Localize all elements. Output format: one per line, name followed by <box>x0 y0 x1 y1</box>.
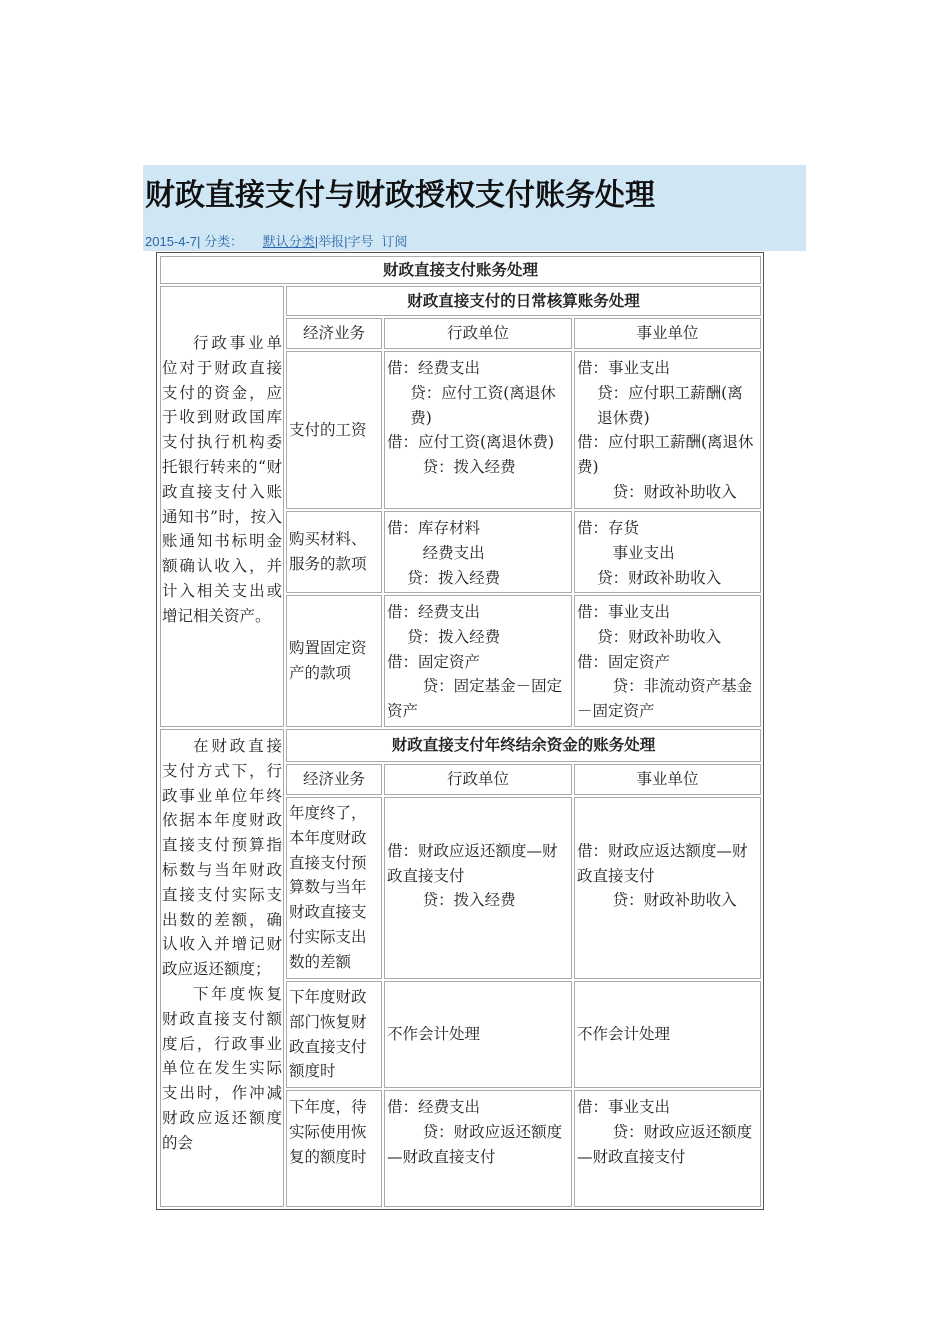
article-title: 财政直接支付与财政授权支付账务处理 <box>145 178 655 213</box>
report-link[interactable]: 举报 <box>318 234 345 249</box>
business-label: 年度终了，本年度财政直接支付预算数与当年财政直接支付实际支出数的差额 <box>289 804 367 971</box>
entry-line: 借：存货 <box>577 519 640 537</box>
section1-col-public: 事业单位 <box>574 318 761 349</box>
section1-note-text: 行政事业单位对于财政直接支付的资金，应于收到财政国库支付执行机构委托银行转来的“财政直接支付入账通知书”时，按入账通知书标明金额确认收入，并计入相关支出或增记相关资产。 <box>162 334 282 625</box>
row-public-restore <box>574 981 761 1088</box>
meta-separator: | <box>314 234 319 249</box>
section2-col-admin: 行政单位 <box>384 764 572 795</box>
entry-line: 贷：拨入经费 <box>422 891 516 910</box>
entry-line: 贷：财政应返还额度—财政直接支付 <box>577 1122 753 1166</box>
entry-line: 贷：财政应返还额度—财政直接支付 <box>387 1122 563 1166</box>
row-business-materials <box>286 511 382 593</box>
row-public-year-end <box>574 797 761 979</box>
row-admin-materials <box>384 511 572 593</box>
entry-line: 贷：拨入经费 <box>407 568 501 587</box>
section1-title: 财政直接支付的日常核算账务处理 <box>286 286 761 316</box>
row-admin-restore <box>384 981 572 1088</box>
row-business-year-end <box>286 797 382 979</box>
row-public-fixed-assets <box>574 595 761 727</box>
article-date: 2015-4-7 <box>145 234 198 249</box>
business-label: 下年度财政部门恢复财政直接支付额度时 <box>289 988 367 1081</box>
entry-line: 贷：财政补助收入 <box>597 568 722 587</box>
entry-line: 借：经费支出 <box>387 359 481 377</box>
entry-line: 借：经费支出 <box>387 603 481 621</box>
table-main-title: 财政直接支付账务处理 <box>160 256 761 284</box>
entry-line: 借：经费支出 <box>387 1098 481 1116</box>
entry-line: 借：财政应返还额度—财政直接支付 <box>387 841 558 885</box>
section2-note-p2: 下年度恢复财政直接支付额度后，行政事业单位在发生实际支出时，作冲减财政应返还额度的会 <box>162 984 282 1152</box>
entry-line: 借：事业支出 <box>577 603 671 621</box>
row-public-materials <box>574 511 761 593</box>
row-business-fixed-assets <box>286 595 382 727</box>
subscribe-link[interactable]: 订阅 <box>381 234 408 249</box>
section1-col-business: 经济业务 <box>286 318 382 349</box>
entry-line: 贷：应付职工薪酬(离退休费) <box>597 383 743 427</box>
entry-line: 贷：应付工资(离退休费) <box>410 383 556 427</box>
row-business-wages <box>286 351 382 509</box>
meta-separator: | <box>197 234 201 249</box>
entry-line: 贷：固定基金－固定资产 <box>387 677 563 721</box>
font-size-link[interactable]: 字号 <box>347 234 374 249</box>
entry-line: 借：事业支出 <box>577 1098 671 1116</box>
row-admin-year-end <box>384 797 572 979</box>
entry-line: 贷：财政补助收入 <box>597 627 722 646</box>
business-label: 购置固定资产的款项 <box>289 639 367 682</box>
entry-line: 借：应付工资(离退休费) <box>387 433 555 452</box>
section2-col-public: 事业单位 <box>574 764 761 795</box>
entry-line: 贷：拨入经费 <box>422 458 516 477</box>
entry-line: 借：财政应返达额度—财政直接支付 <box>577 841 748 885</box>
entry-line: 不作会计处理 <box>387 1025 481 1044</box>
section2-left-note <box>160 729 284 1207</box>
row-admin-actual-use <box>384 1090 572 1207</box>
article-meta <box>145 231 408 250</box>
section1-left-note <box>160 286 284 727</box>
entry-line: 经费支出 <box>422 543 485 562</box>
row-admin-fixed-assets <box>384 595 572 727</box>
entry-line: 借：事业支出 <box>577 359 671 377</box>
category-label: 分类： <box>204 234 244 249</box>
section2-title: 财政直接支付年终结余资金的账务处理 <box>286 729 761 762</box>
business-label: 购买材料、服务的款项 <box>289 530 367 573</box>
section2-col-business: 经济业务 <box>286 764 382 795</box>
entry-line: 贷：财政补助收入 <box>612 891 737 910</box>
entry-line: 贷：非流动资产基金－固定资产 <box>577 677 753 721</box>
entry-block <box>577 839 758 913</box>
accounting-table <box>156 252 764 1210</box>
meta-separator: | <box>344 234 348 249</box>
entry-line: 借：固定资产 <box>577 652 671 671</box>
row-business-restore <box>286 981 382 1088</box>
business-label: 支付的工资 <box>289 420 367 439</box>
section2-note-p1: 在财政直接支付方式下，行政事业单位年终依据本年度财政直接支付预算指标数与当年财政直接支付实际支出数的差额，确认收入并增记财政应返还额度； <box>162 737 282 979</box>
section1-col-admin: 行政单位 <box>384 318 572 349</box>
entry-block <box>387 839 569 913</box>
entry-line: 借：应付职工薪酬(离退休费) <box>577 433 754 477</box>
entry-line: 借：库存材料 <box>387 519 481 537</box>
row-business-actual-use <box>286 1090 382 1207</box>
entry-line: 事业支出 <box>612 543 675 562</box>
category-link[interactable]: 默认分类 <box>262 234 315 249</box>
entry-line: 借：固定资产 <box>387 652 481 671</box>
row-public-actual-use <box>574 1090 761 1207</box>
row-admin-wages <box>384 351 572 509</box>
entry-line: 贷：财政补助收入 <box>612 482 737 501</box>
business-label: 下年度，待实际使用恢复的额度时 <box>289 1098 367 1166</box>
row-public-wages <box>574 351 761 509</box>
entry-line: 贷：拨入经费 <box>407 627 501 646</box>
entry-line: 不作会计处理 <box>577 1025 671 1044</box>
